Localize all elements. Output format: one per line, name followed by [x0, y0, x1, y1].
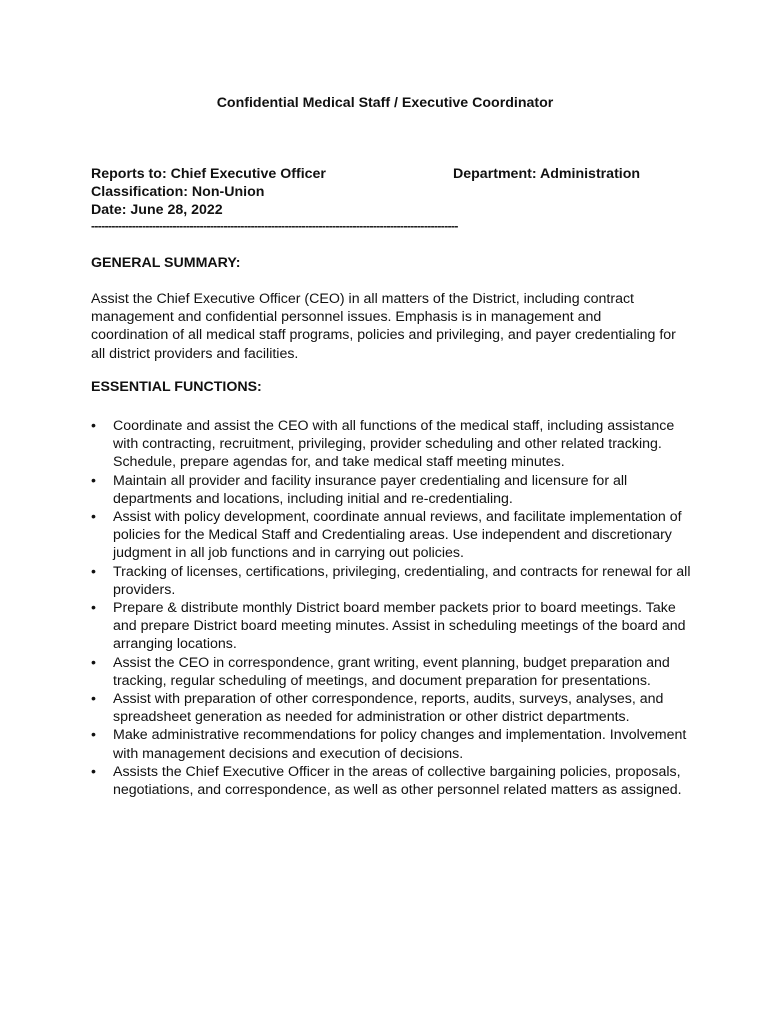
function-item [91, 417, 691, 472]
function-item [91, 563, 691, 599]
function-item-text: Coordinate and assist the CEO with all functions of the medical staff, including assistance with contracting, recruitment, privileging, provider scheduling and other related tracking. Schedule, prepare agendas for, and take medical staff meeting minutes. [113, 418, 675, 471]
function-item [91, 508, 691, 563]
function-item-text: Maintain all provider and facility insurance payer credentialing and licensure for all departments and locations, including initial and re-credentialing. [113, 472, 628, 507]
department: Department: Administration [453, 166, 641, 182]
general-summary-text: Assist the Chief Executive Officer (CEO) in all matters of the District, including contract management and confidential personnel issues. Emphasis is in management and coordination of all medical staff programs, policies and privileging, and payer credentialing for all district providers and facilities. [91, 291, 676, 362]
reports-to: Reports to: Chief Executive Officer [91, 166, 326, 182]
function-item-text: Make administrative recommendations for policy changes and implementation. Involvement with management decisions and execution of decisions. [113, 727, 687, 762]
general-summary-heading: GENERAL SUMMARY: [91, 255, 241, 271]
function-item [91, 472, 691, 508]
function-item-text: Assist with preparation of other correspondence, reports, audits, surveys, analyses, and spreadsheet generation as needed for administration or other district departments. [113, 691, 664, 726]
function-item-text: Assist the CEO in correspondence, grant writing, event planning, budget preparation and tracking, regular scheduling of meetings, and document preparation for presentations. [113, 654, 670, 689]
function-item [91, 763, 691, 799]
essential-functions-list [91, 417, 691, 799]
bullet-icon: • [91, 654, 96, 671]
bullet-icon: • [91, 691, 96, 708]
function-item [91, 599, 691, 654]
function-item [91, 690, 691, 726]
bullet-icon: • [91, 563, 96, 580]
classification: Classification: Non-Union [91, 184, 265, 201]
essential-functions-heading: ESSENTIAL FUNCTIONS: [91, 379, 262, 395]
bullet-icon: • [91, 727, 96, 744]
date: Date: June 28, 2022 [91, 202, 223, 219]
bullet-icon: • [91, 763, 96, 780]
function-item [91, 726, 691, 762]
bullet-icon: • [91, 418, 96, 434]
function-item-text: Prepare & distribute monthly District board member packets prior to board meetings. Take and prepare District board meeting minutes. Assist in scheduling meetings of the board and arranging locations. [113, 600, 686, 653]
bullet-icon: • [91, 472, 96, 489]
function-item-text: Assist with policy development, coordinate annual reviews, and facilitate implementation of policies for the Medical Staff and Credentialing areas. Use independent and discretionary judgment in all job functions and in carrying out policies. [113, 509, 682, 562]
function-item [91, 654, 691, 690]
bullet-icon: • [91, 509, 96, 526]
bullet-icon: • [91, 600, 96, 617]
divider-rule: ------------------------------------------------------------------------------------------------------------ [91, 219, 458, 233]
page-title: Confidential Medical Staff / Executive Coordinator [216, 95, 554, 111]
function-item-text: Assists the Chief Executive Officer in the areas of collective bargaining policies, proposals, negotiations, and correspondence, as well as other personnel related matters as assigned. [113, 763, 682, 799]
job-meta [91, 165, 691, 238]
function-item-text: Tracking of licenses, certifications, privileging, credentialing, and contracts for renewal for all providers. [113, 563, 691, 598]
meta-row-reports [91, 165, 691, 183]
